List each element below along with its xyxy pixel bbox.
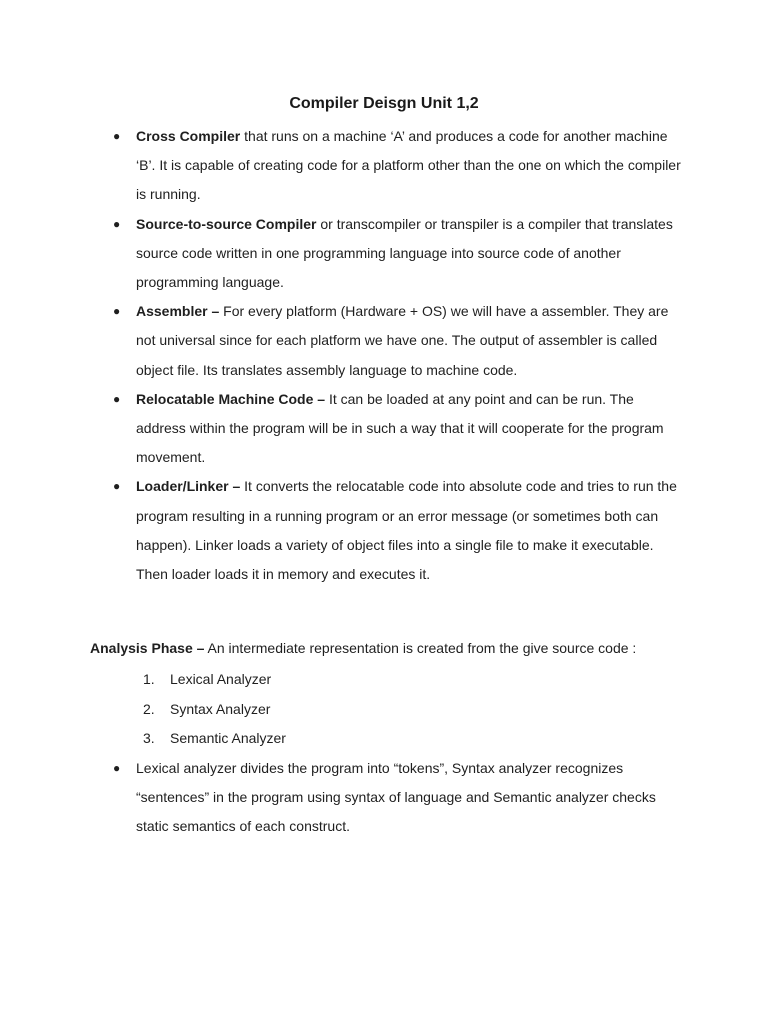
bullet-icon: ● — [113, 216, 121, 231]
analysis-term: Analysis Phase – — [90, 640, 205, 656]
bullet-icon: ● — [113, 304, 121, 319]
definitions-list — [113, 122, 683, 589]
item-number: 3. — [143, 730, 155, 746]
list-item — [113, 472, 683, 589]
list-item — [113, 754, 683, 842]
bullet-icon: ● — [113, 391, 121, 406]
term-label: Loader/Linker – — [136, 478, 241, 495]
list-item — [113, 210, 683, 298]
bullet-icon: ● — [113, 479, 121, 494]
term-description: or transcompiler or transpiler is a compiler that translates source code written in one programming language into source code of another programming language. — [136, 215, 673, 291]
list-item — [143, 724, 286, 754]
analyzer-list — [143, 665, 286, 754]
term-label: Cross Compiler — [136, 128, 241, 144]
analysis-phase-paragraph — [90, 634, 710, 662]
analysis-text: An intermediate representation is created from the give source code : — [204, 640, 637, 656]
term-label: Relocatable Machine Code – — [136, 390, 326, 407]
term-description: For every platform (Hardware + OS) we will have a assembler. They are not universal since for each platform we have one. The output of assembler is called object file. Its translates assembly language to machine code. — [136, 303, 669, 378]
list-item — [143, 665, 286, 695]
item-text: Semantic Analyzer — [170, 730, 286, 746]
list-item — [113, 122, 683, 210]
term-label: Source-to-source Compiler — [136, 215, 317, 232]
list-item — [113, 385, 683, 473]
term-label: Assembler – — [136, 303, 220, 320]
page-title: Compiler Deisgn Unit 1,2 — [289, 95, 479, 112]
list-item — [143, 695, 286, 725]
term-description: It can be loaded at any point and can be run. The address within the program will be in such a way that it will cooperate for the program movement. — [136, 390, 664, 466]
item-text: Lexical Analyzer — [170, 671, 272, 687]
list-item — [113, 297, 683, 385]
summary-text: Lexical analyzer divides the program into “tokens”, Syntax analyzer recognizes “sentences” in the program using syntax of language and Semantic analyzer checks static semantics of each construct. — [136, 760, 656, 835]
item-number: 1. — [143, 671, 155, 687]
bullet-icon: ● — [113, 129, 121, 143]
bullet-icon: ● — [113, 761, 121, 775]
summary-list — [113, 754, 683, 842]
item-text: Syntax Analyzer — [170, 700, 271, 717]
item-number: 2. — [143, 700, 155, 717]
term-description: It converts the relocatable code into absolute code and tries to run the program resulting in a running program or an error message (or sometimes both can happen). Linker loads a variety of object files into a single file to make it executable. Then loader loads it in memory and executes it. — [136, 478, 677, 583]
term-description: that runs on a machine ‘A’ and produces a code for another machine ‘B’. It is capable of creating code for a platform other than the one on which the compiler is running. — [136, 128, 681, 203]
